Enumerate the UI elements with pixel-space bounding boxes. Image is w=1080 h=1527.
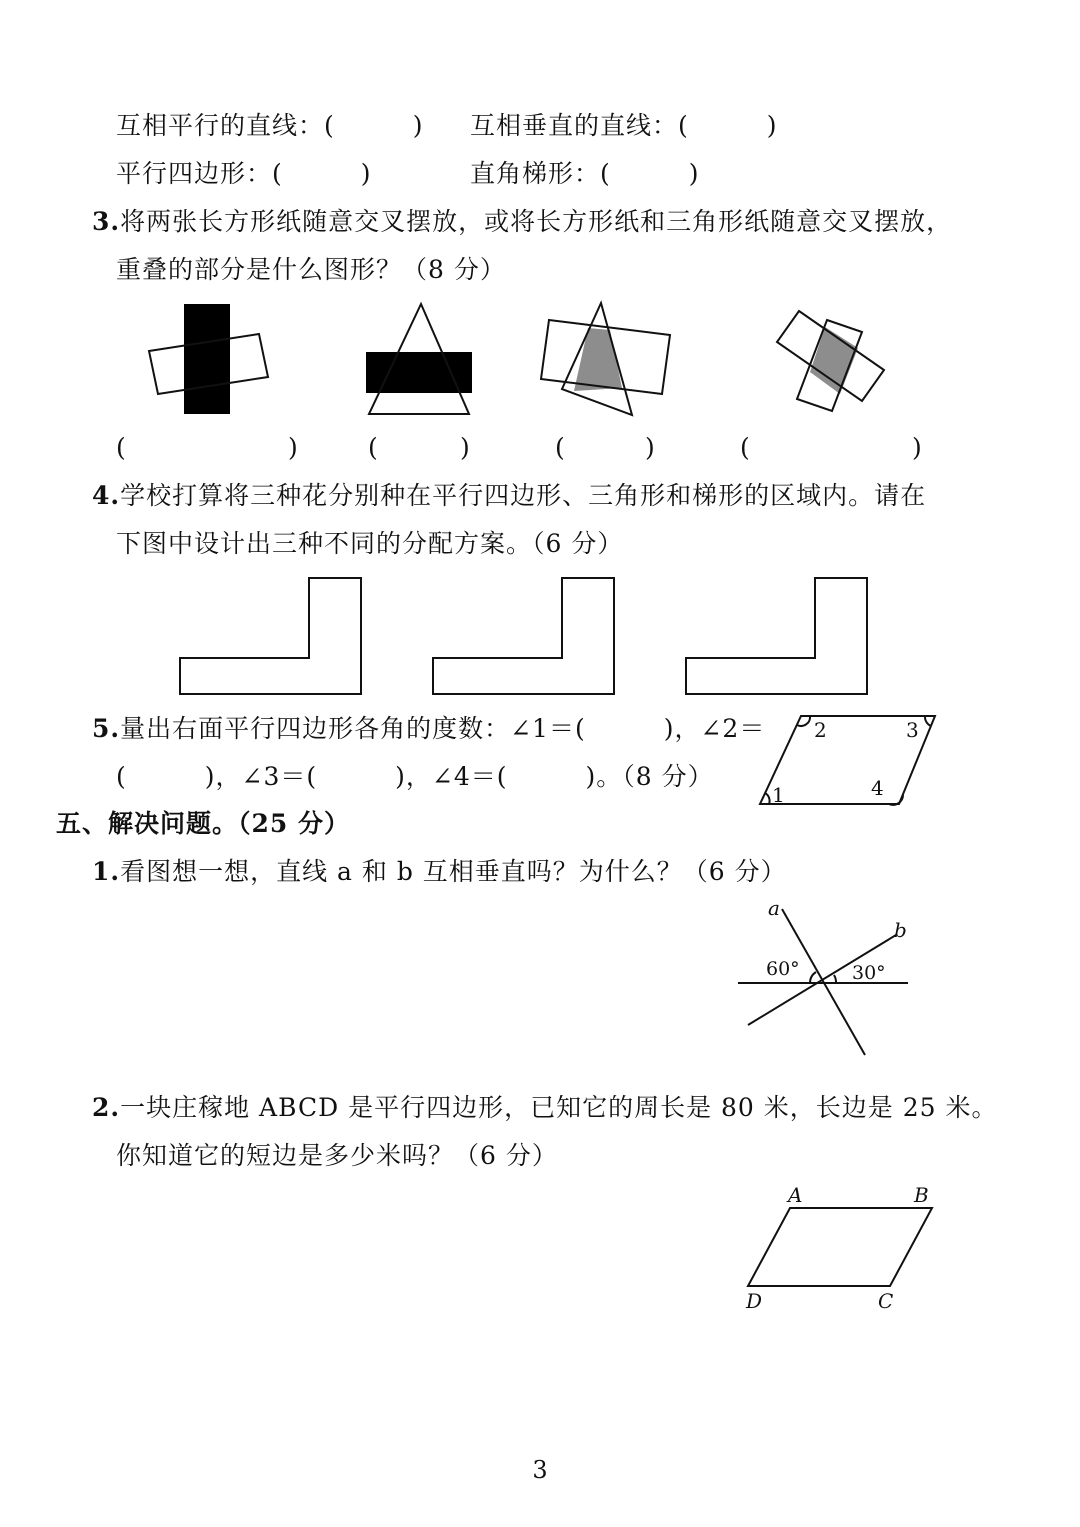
q3-blank-4-close: )	[912, 433, 923, 462]
p2-number: 2.	[92, 1093, 121, 1122]
right-trapezoid-blank: 直角梯形：( )	[470, 159, 700, 188]
p2-line2: 你知道它的短边是多少米吗？（6 分）	[116, 1141, 558, 1170]
p2-line1	[92, 1092, 997, 1124]
p2-parallelogram-abcd	[730, 1180, 950, 1320]
label-30-degrees: 30°	[852, 962, 886, 984]
angle-arc-30	[834, 975, 836, 983]
q3-line1	[92, 206, 952, 238]
perpendicular-lines-blank: 互相垂直的直线：( )	[470, 111, 778, 140]
q5-line1	[92, 713, 765, 745]
q4-text: 学校打算将三种花分别种在平行四边形、三角形和梯形的区域内。请在	[120, 481, 927, 510]
q4-l-shapes	[0, 570, 1080, 700]
angle-arc-60	[810, 972, 816, 983]
q3-blank-1-open: (	[116, 433, 127, 462]
p1-line	[92, 856, 787, 888]
vertex-b: B	[914, 1183, 929, 1207]
q3-line2: 重叠的部分是什么图形？（8 分）	[116, 255, 506, 284]
label-a: a	[768, 896, 780, 920]
l-shape-2	[433, 578, 614, 694]
q3-blank-2-open: (	[368, 433, 379, 462]
q3-overlap-figures	[0, 290, 1080, 440]
q3-blank-2-close: )	[460, 433, 471, 462]
abcd-outline	[748, 1208, 932, 1286]
q3-text: 将两张长方形纸随意交叉摆放，或将长方形纸和三角形纸随意交叉摆放，	[120, 207, 953, 236]
q4-line2: 下图中设计出三种不同的分配方案。（6 分）	[116, 529, 624, 558]
angle-arc-3	[925, 716, 931, 726]
parallel-lines-blank: 互相平行的直线：( )	[116, 111, 424, 140]
overlap-figure-3	[541, 303, 670, 415]
overlap-shade-3	[574, 328, 622, 391]
angle-label-3: 3	[906, 718, 919, 742]
angle-label-4: 4	[871, 776, 884, 800]
q5-line2: ( )，∠3＝( )，∠4＝( )。（8 分）	[116, 762, 714, 791]
angle-label-2: 2	[814, 718, 827, 742]
vertical-rectangle	[184, 304, 230, 414]
q3-blank-3-open: (	[555, 433, 566, 462]
label-60-degrees: 60°	[766, 958, 800, 980]
q3-blank-4-open: (	[740, 433, 751, 462]
l-shape-1	[180, 578, 361, 694]
q3-blank-3-close: )	[645, 433, 656, 462]
q3-number: 3.	[92, 207, 121, 236]
vertex-c: C	[878, 1289, 894, 1313]
parallelogram-blank: 平行四边形：( )	[116, 159, 372, 188]
p1-lines-figure	[730, 895, 920, 1065]
p2-text: 一块庄稼地 ABCD 是平行四边形，已知它的周长是 80 米，长边是 25 米。	[120, 1093, 998, 1122]
section-five-heading: 五、解决问题。（25 分）	[56, 809, 350, 838]
page-number: 3	[532, 1456, 548, 1484]
angle-label-1: 1	[772, 783, 785, 807]
label-b: b	[894, 918, 907, 942]
p1-text: 看图想一想，直线 a 和 b 互相垂直吗？为什么？（6 分）	[120, 857, 787, 886]
vertex-a: A	[788, 1183, 803, 1207]
q3-blank-1-close: )	[288, 433, 299, 462]
overlap-figure-4	[777, 311, 884, 411]
q5-text: 量出右面平行四边形各角的度数：∠1＝( )，∠2＝	[120, 714, 766, 743]
q4-line1	[92, 480, 926, 512]
overlap-figure-2	[366, 304, 472, 414]
vertex-d: D	[746, 1289, 763, 1313]
overlap-figure-1	[149, 304, 268, 414]
l-shape-3	[686, 578, 867, 694]
p1-number: 1.	[92, 857, 121, 886]
q5-parallelogram	[740, 705, 950, 815]
angle-arc-1	[765, 793, 770, 804]
q4-number: 4.	[92, 481, 121, 510]
q5-number: 5.	[92, 714, 121, 743]
